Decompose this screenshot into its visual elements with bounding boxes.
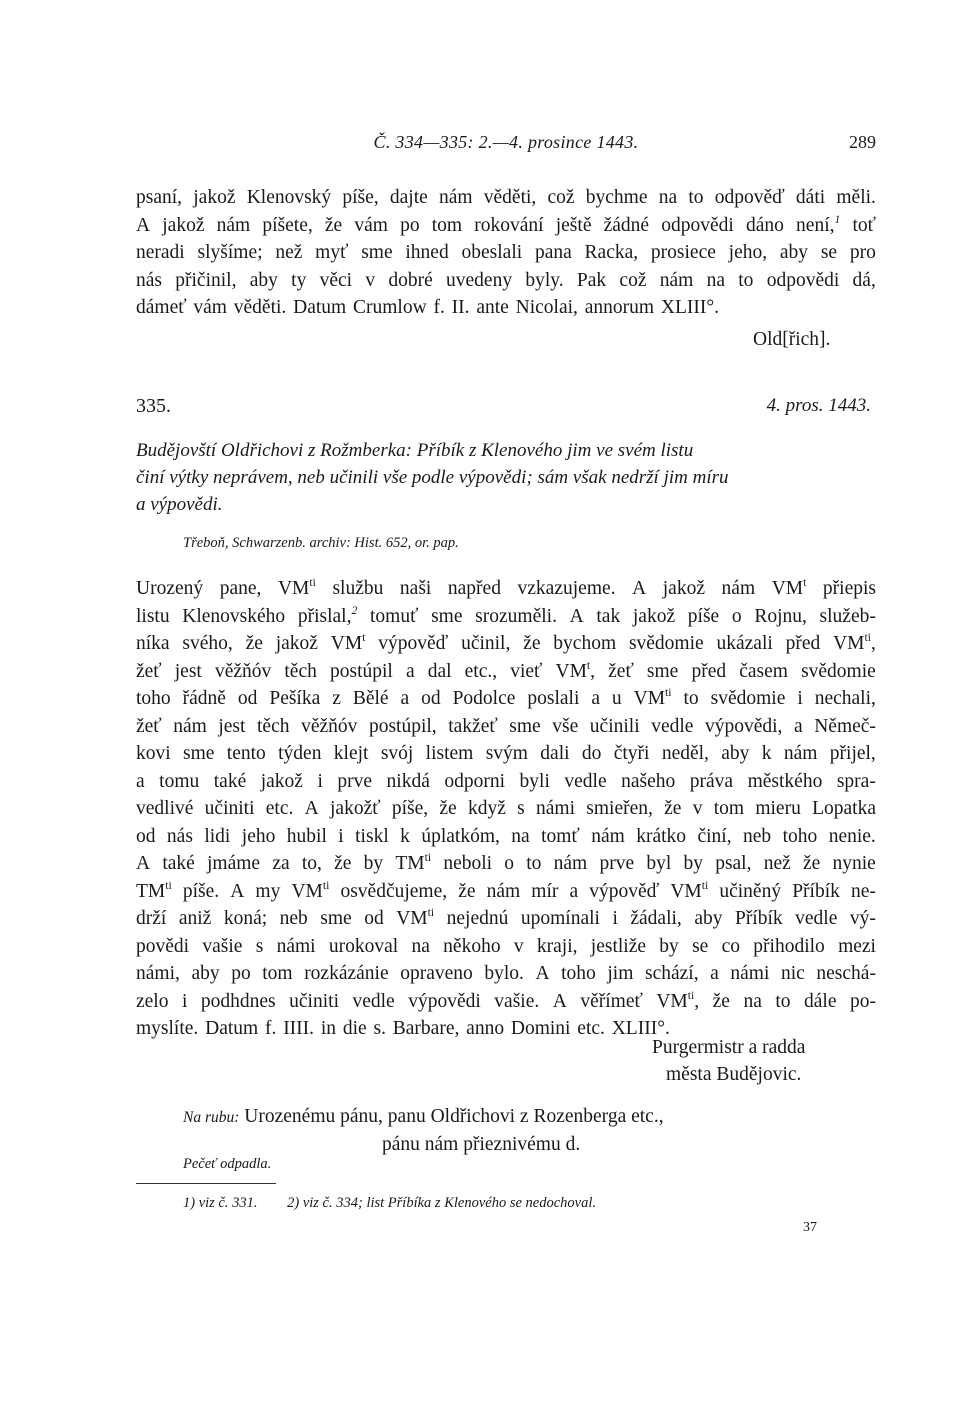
doc-335-text [136,575,876,1043]
document-date: 4. pros. 1443. [766,395,871,416]
doc-334-continuation [136,184,876,322]
text-line: nás přičinil, aby ty věci v dobré uvedeny byly. Pak což nám na to odpovědi dá, [136,269,876,291]
text-line: toho řádně od Pešíka z Bělé a od Podolce poslali a u $VM^{ti}$ to svědomie i nechali, [136,685,876,709]
text-line: dámeť vám věděti. Datum Crumlow f. II. ante Nicolai, annorum XLIII°. [136,297,720,318]
regest-line: činí výtky neprávem, neb učinili vše podle výpovědi; sám však nedrží jim míru [136,467,729,488]
text-line: neradi slyšíme; než myť sme ihned obeslali pana Racka, prosiece jeho, aby se pro [136,242,876,263]
text-line: kovi sme tento týden klejt svój listem svým dali do čtyři neděl, aby k nám přijel, [136,743,876,764]
address-block [183,1103,664,1158]
signature-line: Purgermistr a radda [652,1037,806,1058]
text-line: níka svého, že jakož $VM^t$ výpověď učinil, že bychom svědomie ukázali před $VM^{ti}$, [136,630,876,654]
address-line: pánu nám přieznivému d. [382,1134,581,1155]
doc-335-signature [652,1034,805,1088]
text-line: myslíte. Datum f. IIII. in die s. Barbare, anno Domini etc. XLIII°. [136,1018,670,1039]
text-line: zelo i podhdnes učiniti vedle výpovědi vašie. A věřímeť $VM^{ti}$, že na to dále po- [136,988,876,1012]
address-line: Urozenému pánu, panu Oldřichovi z Rozenberga etc., [244,1106,664,1127]
regest [136,437,876,518]
text-line: námi, aby po tom rozkázánie opraveno bylo. A toho jim schází, a námi nic neschá- [136,963,876,984]
text-line: Urozený pane, $VM^{ti}$ službu naši napřed vzkazujeme. A jakož nám $VM^t$ přiepis [136,575,876,599]
text-line: A také jmáme za to, že by $TM^{ti}$ neboli o to nám prve byl by psal, než že nynie [136,850,876,874]
footnote: 2) viz č. 334; list Příbíka z Klenového se nedochoval. [287,1195,596,1211]
text-line: drží aniž koná; neb sme od $VM^{ti}$ nejednú upomínali i žádali, aby Příbík vedle vý- [136,905,876,929]
text-line: a tomu také jakož i prve nikdá odporni byli vedle našeho práva městkého spra- [136,770,876,792]
regest-line: a výpovědi. [136,494,223,515]
text-line: od nás lidi jeho hubil i tiskl k úplatkóm, na tomť nám krátko činí, neb toho nenie. [136,825,876,847]
regest-line: Budějovští Oldřichovi z Rožmberka: Příbík z Klenového jim ve svém listu [136,440,694,461]
footnote-divider [136,1183,276,1184]
text-line: listu Klenovského přislal,$^2$ tomuť sme srozuměli. A tak jakož píše o Rojnu, služeb- [136,603,876,627]
footnote: 1) viz č. 331. [183,1195,258,1211]
archive-source: Třeboň, Schwarzenb. archiv: Hist. 652, or. pap. [183,535,459,551]
text-line: $TM^{ti}$ píše. A my $VM^{ti}$ osvědčujeme, že nám mír a výpověď $VM^{ti}$ učiněný Příbík ne- [136,878,876,902]
footnotes [183,1195,622,1212]
running-header [136,132,876,156]
text-line: žeť jest věžňóv těch postúpil a dal etc., vieť $VM^t$, žeť sme před časem svědomie [136,658,876,682]
document-number: 335. [136,395,171,417]
text-line: žeť nám jest těch věžňóv postúpil, takžeť sme vše učinili vedle výpovědi, a Němeč- [136,715,876,737]
signature-line: města Budějovic. [666,1064,802,1085]
header-title: Č. 334—335: 2.—4. prosince 1443. [373,132,639,152]
text-line: psaní, jakož Klenovský píše, dajte nám věděti, což bychme na to odpověď dáti měli. [136,187,876,208]
printer-signature-mark: 37 [803,1220,817,1235]
text-line: vedlivé učiniti etc. A jakožť píše, že když s námi smieřen, že v tom mieru Lopatka [136,798,876,819]
text-line: A jakož nám píšete, že vám po tom rokování ještě žádné odpovědi dáno není,$^1$ toť [136,212,876,236]
doc-334-signature: Old[řich]. [753,329,831,350]
text-line: povědi vašie s námi urokoval na někoho v kraji, jestliže by se co přihodilo mezi [136,935,876,957]
page-number: 289 [849,132,876,152]
seal-note: Pečeť odpadla. [183,1156,272,1172]
address-label: Na rubu: [183,1109,240,1126]
